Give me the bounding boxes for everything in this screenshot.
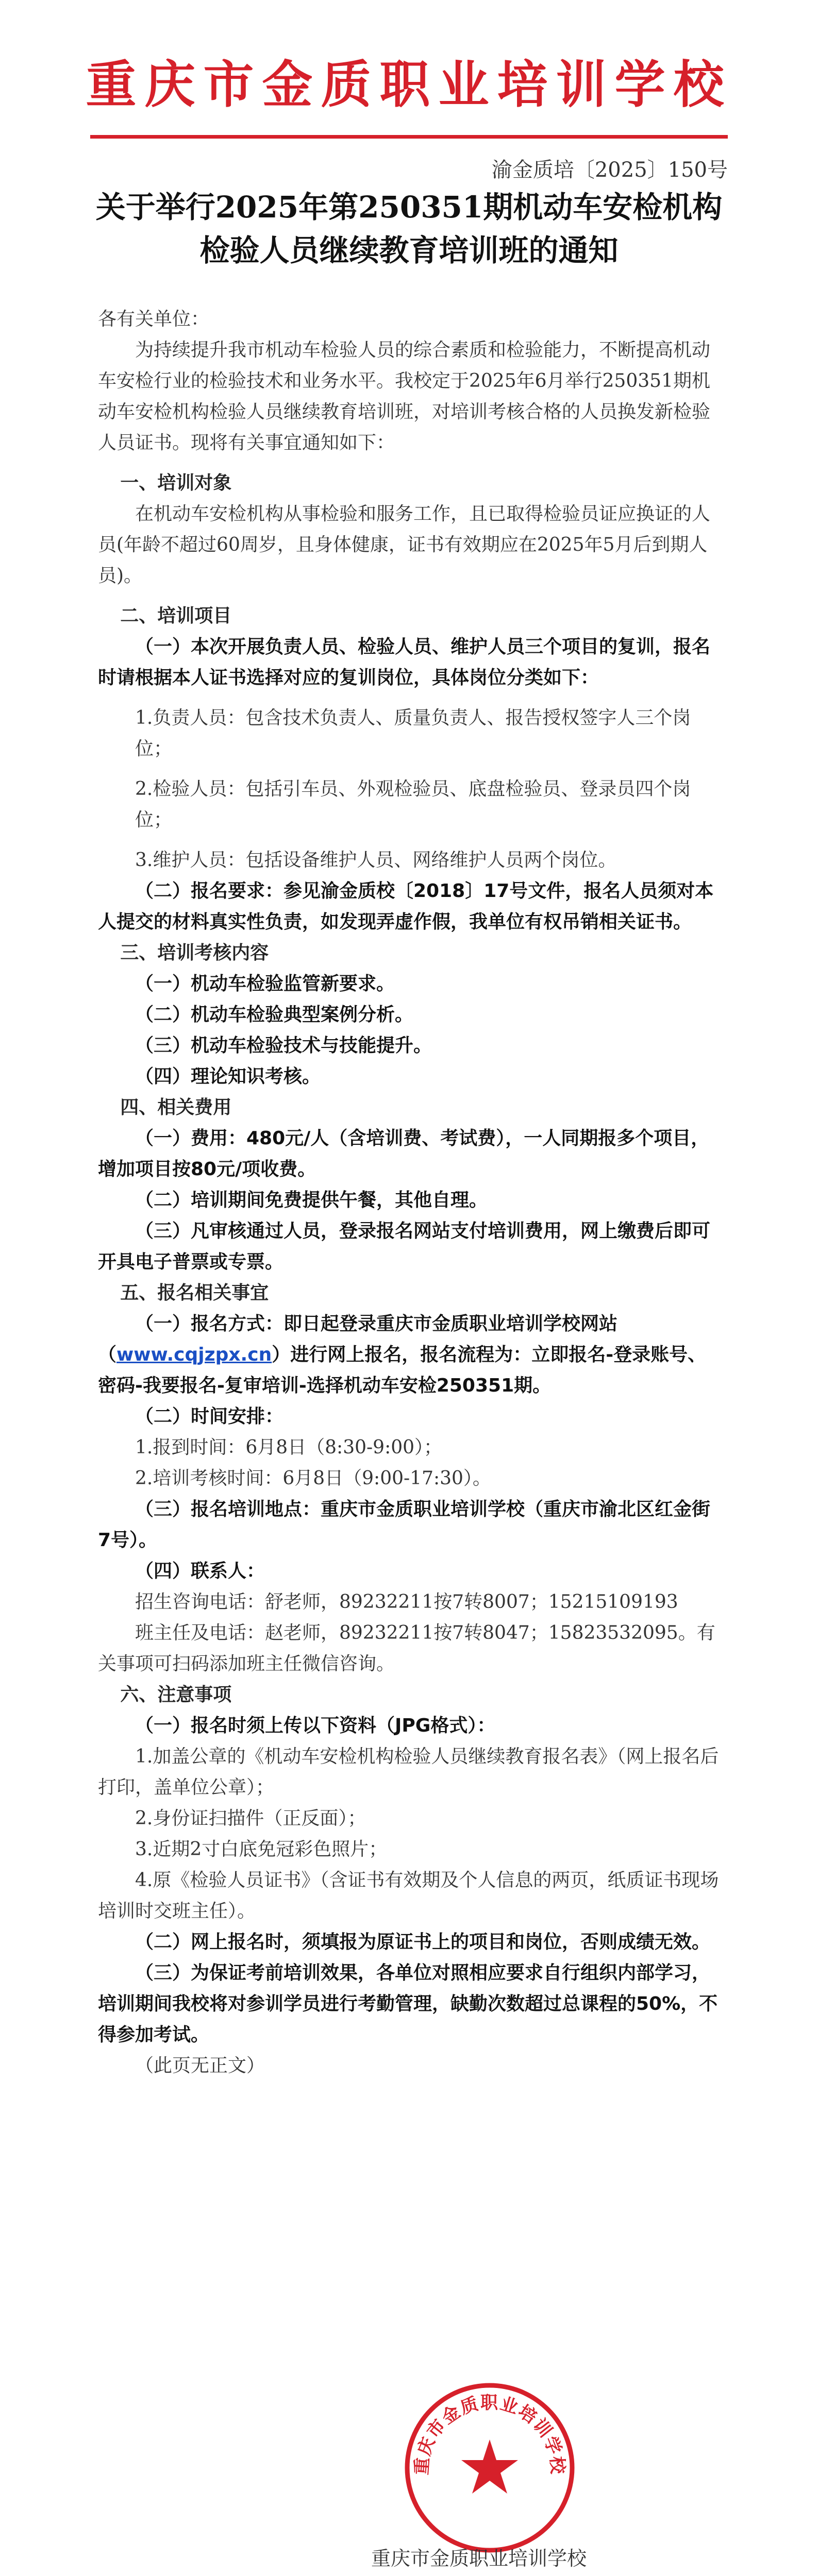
section-3-item-1: （一）机动车检验监管新要求。 xyxy=(135,973,395,994)
section-6-p3: （三）为保证考前培训效果，各单位对照相应要求自行组织内部学习，培训期间我校将对参训学员进行考勤管理，缺勤次数超过总课程的50%，不得参加考试。 xyxy=(98,1962,718,2045)
section-6-heading: 六、注意事项 xyxy=(120,1684,232,1705)
section-1-heading: 一、培训对象 xyxy=(120,472,232,494)
section-3-item-4: （四）理论知识考核。 xyxy=(135,1066,321,1087)
school-website-link[interactable]: www.cqjzpx.cn xyxy=(116,1344,272,1365)
contact-2: 班主任及电话：赵老师，89232211按7转8047；15823532095。有关事项可扫码添加班主任微信咨询。 xyxy=(98,1622,715,1674)
section-6-item-3: 3.近期2寸白底免冠彩色照片； xyxy=(135,1839,388,1860)
section-5-p1 xyxy=(98,1309,722,1401)
section-5-p4: （四）联系人： xyxy=(135,1561,265,1582)
section-5-heading: 五、报名相关事宜 xyxy=(120,1282,269,1303)
section-3-item-3: （三）机动车检验技术与技能提升。 xyxy=(135,1035,432,1056)
intro-paragraph: 为持续提升我市机动车检验人员的综合素质和检验能力，不断提高机动车安检行业的检验技术和业务水平。我校定于2025年6月举行250351期机动车安检机构检验人员继续教育培训班，对培训考核合格的人员换发新检验人员证书。现将有关事宜通知如下： xyxy=(98,340,711,453)
contact-1: 招生咨询电话：舒老师，89232211按7转8007；15215109193 xyxy=(135,1591,678,1613)
title-line-1: 关于举行2025年第250351期机动车安检机构 xyxy=(95,190,723,225)
section-5-p2: （二）时间安排： xyxy=(135,1406,284,1427)
red-divider xyxy=(90,135,728,139)
section-2-p2: （二）报名要求：参见渝金质校〔2018〕17号文件，报名人员须对本人提交的材料真实性负责，如发现弄虚作假，我单位有权吊销相关证书。 xyxy=(98,880,714,933)
section-3-item-2: （二）机动车检验典型案例分析。 xyxy=(135,1004,414,1025)
section-2-heading: 二、培训项目 xyxy=(120,605,232,626)
section-6-p1: （一）报名时须上传以下资料（JPG格式）： xyxy=(135,1715,496,1736)
seal-text: 重庆市金质职业培训学校 xyxy=(411,2393,568,2476)
notice-body xyxy=(98,304,722,2081)
school-masthead: 重庆市金质职业培训学校 xyxy=(86,55,732,114)
section-4-p1: （一）费用：480元/人（含培训费、考试费），一人同期报多个项目，增加项目按80元/项收费。 xyxy=(98,1128,710,1180)
time-item-1: 1.报到时间：6月8日（8:30-9:00）； xyxy=(135,1437,443,1458)
document-number: 渝金质培〔2025〕150号 xyxy=(491,158,728,182)
section-6-item-2: 2.身份证扫描件（正反面）； xyxy=(135,1808,366,1829)
section-2-p1: （一）本次开展负责人员、检验人员、维护人员三个项目的复训，报名时请根据本人证书选择对应的复训岗位，具体岗位分类如下： xyxy=(98,636,711,688)
section-4-heading: 四、相关费用 xyxy=(120,1097,232,1118)
section-5-p1-b: ）进行网上报名，报名流程为：立即报名-登录账号、密码-我要报名-复审培训-选择机动车安检250351期。 xyxy=(98,1344,707,1396)
no-text-note: （此页无正文） xyxy=(135,2055,265,2076)
section-6-p2: （二）网上报名时，须填报为原证书上的项目和岗位，否则成绩无效。 xyxy=(135,1931,711,1953)
section-4-p2: （二）培训期间免费提供午餐，其他自理。 xyxy=(135,1190,488,1211)
section-2-item-2: 2.检验人员：包括引车员、外观检验员、底盘检验员、登录员四个岗位； xyxy=(135,778,691,831)
title-line-2: 检验人员继续教育培训班的通知 xyxy=(199,233,619,268)
section-4-p3: （三）凡审核通过人员，登录报名网站支付培训费用，网上缴费后即可开具电子普票或专票。 xyxy=(98,1221,711,1273)
notice-title xyxy=(0,185,818,272)
section-6-item-1: 1.加盖公章的《机动车安检机构检验人员继续教育报名表》（网上报名后打印，盖单位公章）； xyxy=(98,1746,719,1798)
section-5-p1-a: （一）报名方式：即日起登录重庆市金质职业培训学校网站（ xyxy=(98,1313,618,1365)
section-2-item-3: 3.维护人员：包括设备维护人员、网络维护人员两个岗位。 xyxy=(135,850,617,871)
section-1-text: 在机动车安检机构从事检验和服务工作，且已取得检验员证应换证的人员(年龄不超过60周岁，且身体健康，证书有效期应在2025年5月后到期人员)。 xyxy=(98,503,711,586)
seal-star-icon xyxy=(461,2439,518,2494)
official-seal xyxy=(402,2380,577,2555)
signature-org: 重庆市金质职业培训学校 xyxy=(371,2547,587,2570)
salutation: 各有关单位： xyxy=(98,309,210,330)
section-6-item-4: 4.原《检验人员证书》（含证书有效期及个人信息的两页，纸质证书现场培训时交班主任）。 xyxy=(98,1870,719,1922)
time-item-2: 2.培训考核时间：6月8日（9:00-17:30）。 xyxy=(135,1468,491,1489)
section-5-p3: （三）报名培训地点：重庆市金质职业培训学校（重庆市渝北区红金街7号）。 xyxy=(98,1499,711,1551)
section-3-heading: 三、培训考核内容 xyxy=(120,942,269,963)
section-2-item-1: 1.负责人员：包含技术负责人、质量负责人、报告授权签字人三个岗位； xyxy=(135,707,691,759)
